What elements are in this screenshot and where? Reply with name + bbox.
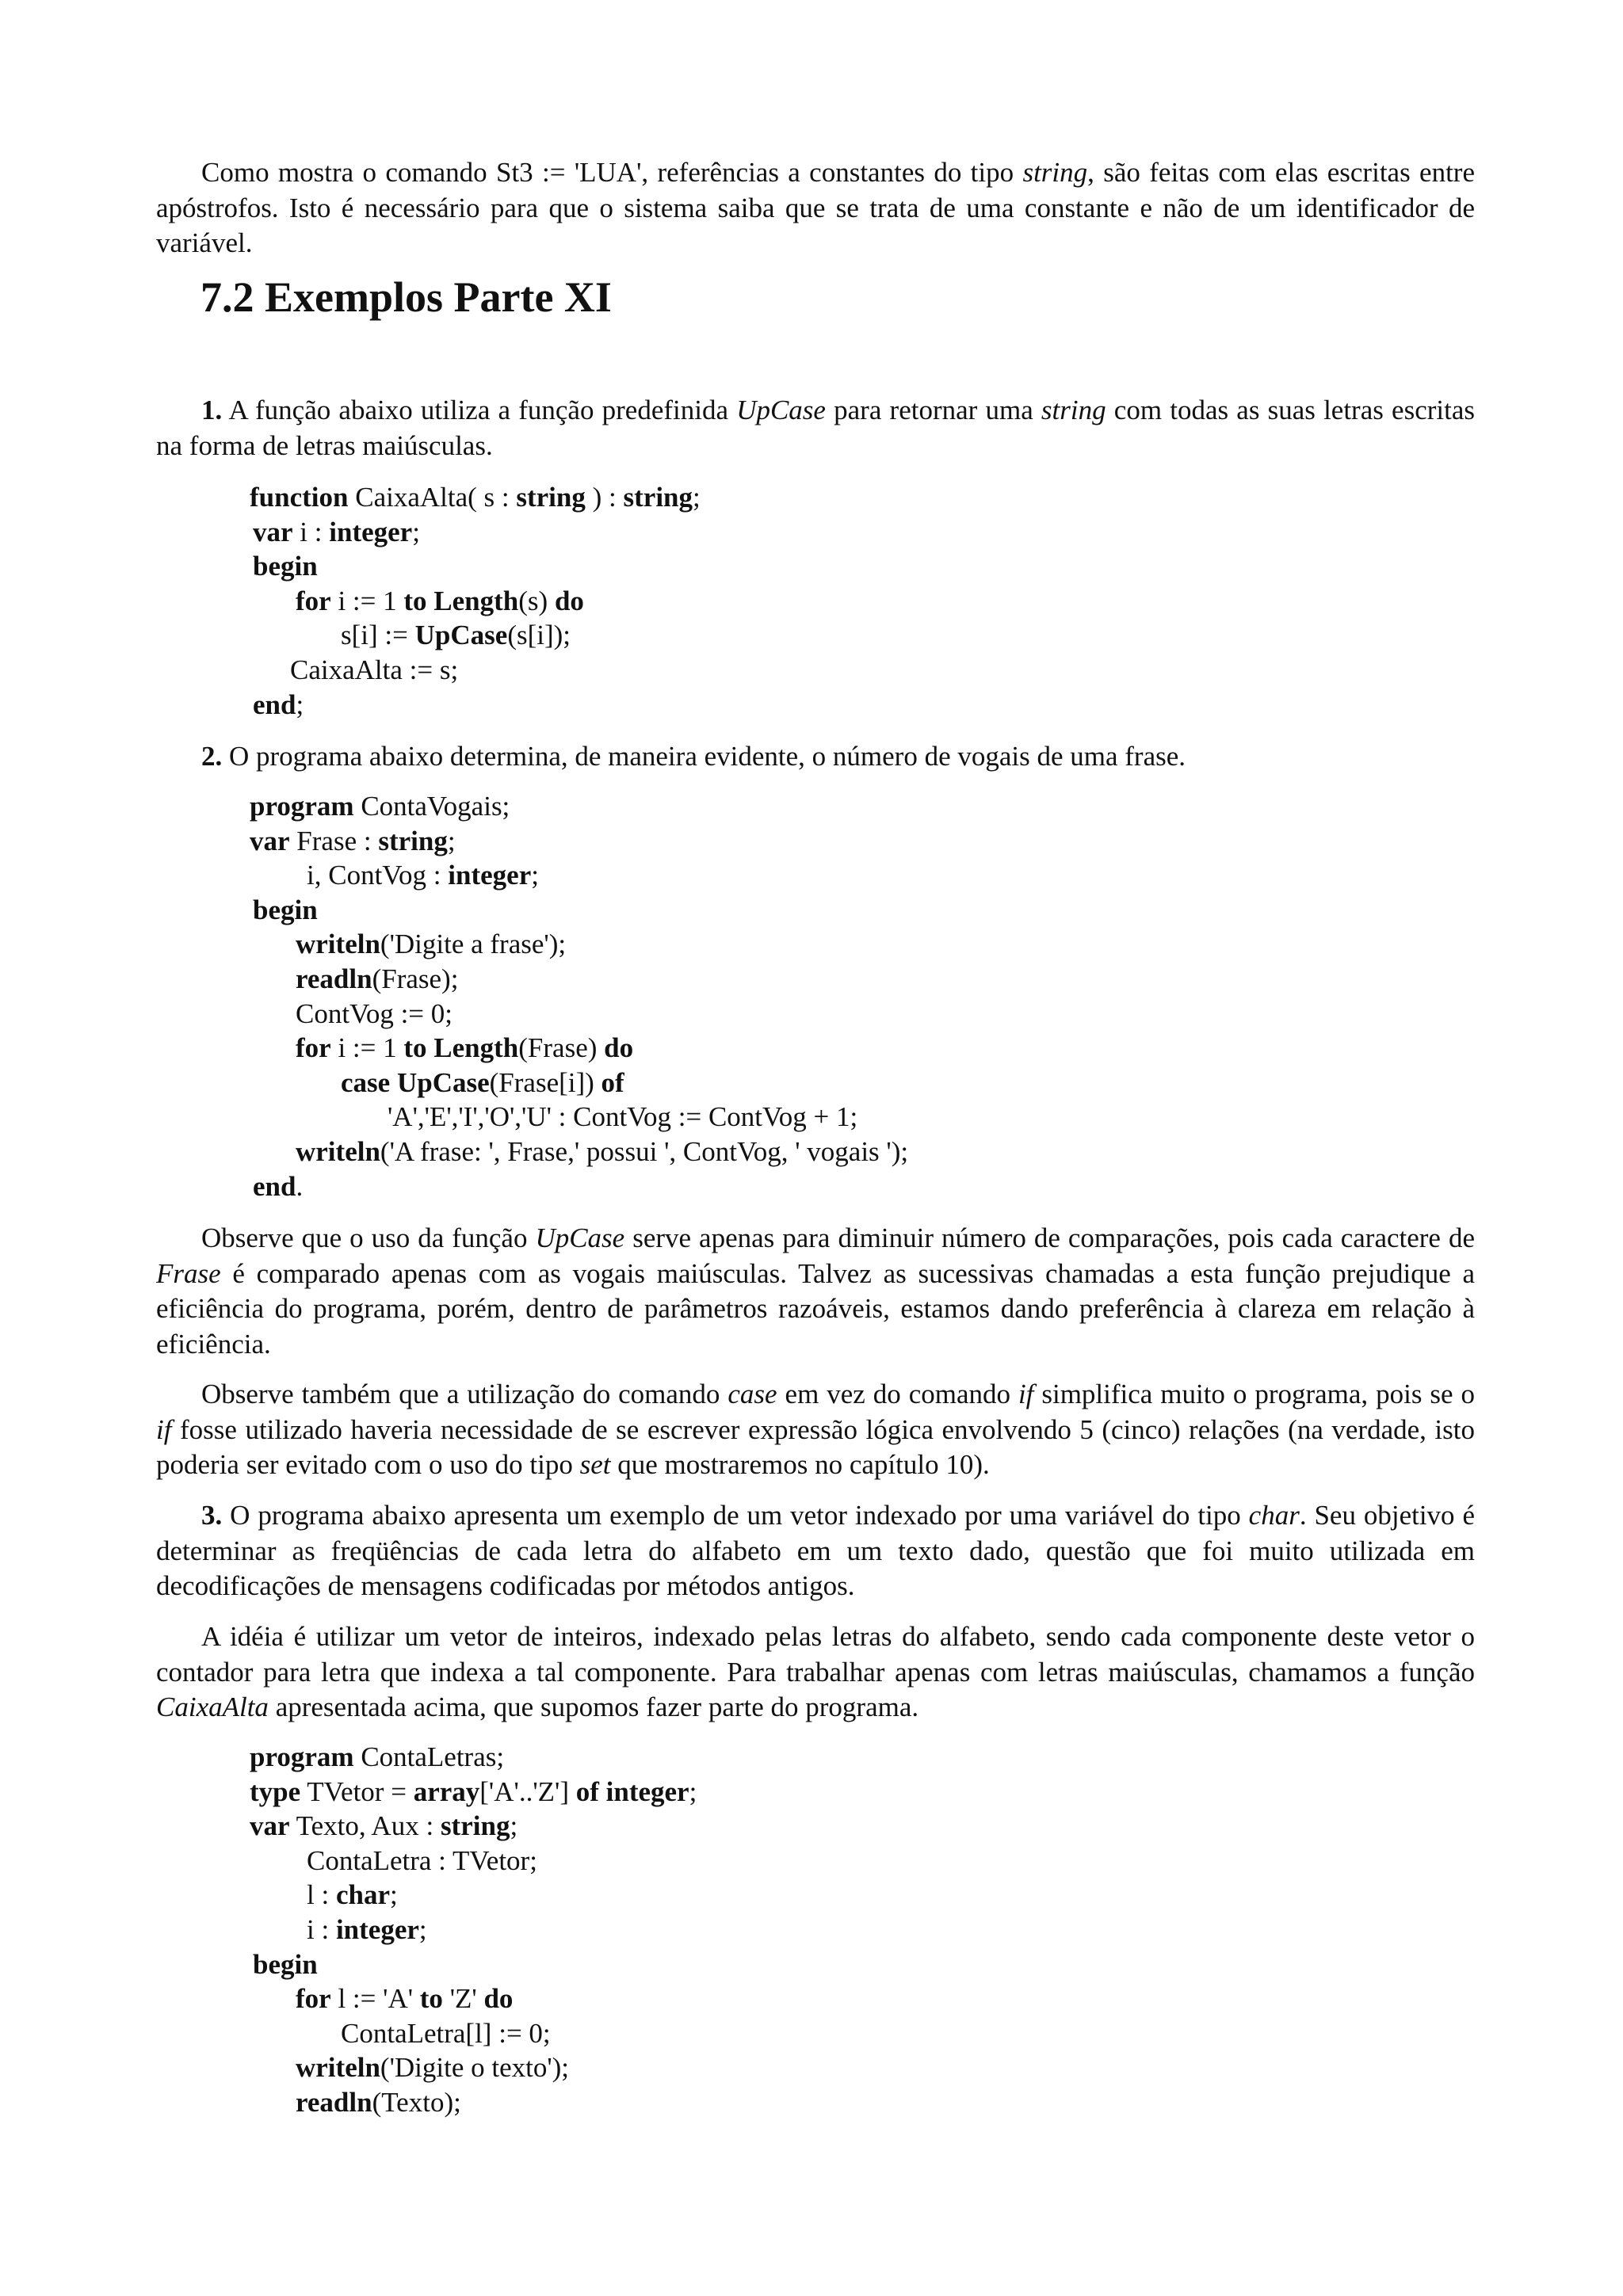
code-keyword: var — [250, 1810, 290, 1842]
code-keyword: of — [575, 1775, 599, 1807]
code-text: i : — [292, 516, 330, 547]
italic-text: char — [1248, 1500, 1300, 1531]
code-keyword: type — [250, 1775, 301, 1807]
code-line — [250, 653, 701, 688]
text: para retornar uma — [825, 395, 1041, 425]
code-keyword: writeln — [296, 1135, 380, 1167]
code-text: 'Z' — [442, 1983, 484, 2015]
code-keyword: var — [250, 825, 290, 856]
code-text: l := 'A' — [330, 1983, 420, 2015]
code-text: (Frase) — [518, 1032, 605, 1064]
code-line — [250, 1169, 908, 1204]
code-text: ('A frase: ', Frase,' possui ', ContVog, ' vogais '); — [380, 1135, 909, 1167]
code-block-caixaalta — [250, 480, 701, 722]
italic-text: set — [579, 1449, 611, 1480]
code-text: ; — [412, 516, 420, 547]
code-text — [427, 1032, 434, 1063]
text: em vez do comando — [777, 1379, 1018, 1409]
code-keyword: integer — [448, 860, 532, 891]
code-line — [250, 1100, 908, 1135]
code-text: (Frase); — [372, 963, 459, 994]
text: O programa abaixo determina, de maneira evidente, o número de vogais de uma frase. — [222, 741, 1186, 772]
text: simplifica muito o programa, pois se o — [1033, 1379, 1476, 1409]
code-keyword: string — [623, 482, 693, 513]
code-text: . — [296, 1170, 304, 1202]
code-line — [250, 962, 908, 997]
code-line — [250, 1135, 908, 1169]
code-text: i : — [307, 1913, 336, 1945]
code-text: i := 1 — [330, 1032, 404, 1064]
code-text: CaixaAlta := s; — [290, 654, 459, 685]
code-keyword: program — [250, 791, 354, 822]
code-keyword: begin — [253, 551, 318, 582]
code-text: ; — [296, 688, 304, 720]
code-keyword: integer — [605, 1775, 689, 1807]
code-text: i, ContVog : — [307, 860, 449, 891]
text: apresentada acima, que supomos fazer parte do programa. — [268, 1691, 919, 1722]
code-line — [250, 1913, 697, 1947]
code-keyword: integer — [329, 516, 413, 547]
paragraph-example-3 — [156, 1498, 1475, 1604]
code-line — [250, 927, 908, 962]
code-line — [250, 1981, 697, 2016]
code-text: (Frase[i]) — [489, 1066, 601, 1098]
code-line — [250, 584, 701, 619]
code-text: ContaVogais; — [353, 791, 510, 822]
code-text — [390, 1067, 397, 1098]
paragraph-example-2 — [156, 739, 1475, 775]
code-text: (Texto); — [372, 2086, 461, 2118]
code-text: (s) — [518, 585, 555, 616]
italic-text: UpCase — [535, 1222, 625, 1253]
code-line — [250, 618, 701, 653]
section-heading: 7.2 Exemplos Parte XI — [200, 273, 612, 321]
code-text: ; — [531, 860, 539, 891]
code-text: ; — [447, 825, 456, 856]
text: Observe também que a utilização do comando — [201, 1379, 728, 1409]
code-line — [250, 2085, 697, 2120]
code-line — [250, 1066, 908, 1100]
code-text: CaixaAlta( s : — [348, 482, 517, 513]
code-line — [250, 688, 701, 723]
code-keyword: end — [253, 1170, 296, 1202]
code-keyword: UpCase — [414, 620, 508, 651]
paragraph-observation-1 — [156, 1221, 1475, 1362]
code-text: (s[i]); — [507, 620, 571, 651]
text: , são feitas com elas escritas entre apóstrofos. Isto é necessário para que o sistema saiba que se trata de uma constante e não de um identificador de variável. — [156, 157, 1475, 258]
code-line — [250, 858, 908, 893]
code-keyword: program — [250, 1741, 354, 1772]
code-text: ('Digite a frase'); — [380, 929, 567, 960]
code-line — [250, 893, 908, 928]
code-text: l : — [307, 1879, 336, 1911]
code-keyword: do — [604, 1032, 634, 1064]
paragraph-observation-2 — [156, 1377, 1475, 1483]
code-text — [599, 1776, 606, 1807]
text: é comparado apenas com as vogais maiúsculas. Talvez as sucessivas chamadas a esta função prejudique a eficiência do programa, porém, dentro de parâmetros razoáveis, estamos dando preferência à clareza em relação à eficiência. — [156, 1257, 1475, 1360]
code-text: ; — [510, 1810, 518, 1842]
code-text: TVetor = — [300, 1775, 414, 1807]
code-keyword: to — [419, 1983, 443, 2015]
code-line — [250, 1740, 697, 1775]
code-block-contavogais — [250, 789, 908, 1203]
code-line — [250, 1844, 697, 1878]
code-keyword: Length — [433, 1032, 519, 1064]
italic-text: string — [1022, 157, 1088, 188]
code-line — [250, 997, 908, 1032]
code-keyword: string — [440, 1810, 510, 1842]
text: A função abaixo utiliza a função predefinida — [222, 395, 737, 425]
italic-text: string — [1041, 395, 1106, 425]
text: que mostraremos no capítulo 10). — [610, 1449, 990, 1480]
code-keyword: var — [253, 516, 293, 547]
code-text: Texto, Aux : — [289, 1810, 441, 1842]
text: serve apenas para diminuir número de comparações, pois cada caractere de — [624, 1222, 1475, 1253]
code-keyword: do — [483, 1983, 514, 2015]
code-keyword: for — [296, 1032, 331, 1064]
code-text: ContaLetra[l] := 0; — [341, 2017, 551, 2049]
code-line — [250, 2050, 697, 2085]
code-keyword: array — [413, 1775, 480, 1807]
code-keyword: writeln — [296, 929, 380, 960]
code-keyword: readln — [296, 963, 372, 994]
italic-text: UpCase — [736, 395, 826, 425]
code-text: ) : — [585, 482, 624, 513]
code-keyword: integer — [335, 1913, 419, 1945]
text: Como mostra o comando St3 := 'LUA', referências a constantes do tipo — [201, 157, 1023, 188]
code-text: ('Digite o texto'); — [380, 2052, 570, 2084]
code-keyword: end — [253, 688, 296, 720]
code-keyword: do — [554, 585, 584, 616]
code-text: Frase : — [289, 825, 379, 856]
code-keyword: begin — [253, 894, 318, 925]
code-text — [427, 585, 434, 616]
code-text: ['A'..'Z'] — [479, 1775, 576, 1807]
code-keyword: Length — [433, 585, 519, 616]
code-line — [250, 1947, 697, 1982]
text: A idéia é utilizar um vetor de inteiros, indexado pelas letras do alfabeto, sendo cada componente deste vetor o contador para letra que indexa a tal componente. Para trabalhar apenas com letras maiúsculas, chamamos a função — [156, 1621, 1475, 1688]
code-line — [250, 1775, 697, 1810]
paragraph-intro — [156, 155, 1475, 261]
code-line — [250, 789, 908, 824]
code-text: 'A','E','I','O','U' : ContVog := ContVog + 1; — [388, 1101, 858, 1133]
code-text: ContVog := 0; — [296, 997, 453, 1029]
italic-text: Frase — [156, 1257, 221, 1289]
code-keyword: char — [335, 1879, 390, 1911]
code-keyword: string — [378, 825, 448, 856]
code-line — [250, 480, 701, 515]
code-line — [250, 824, 908, 859]
code-line — [250, 1809, 697, 1844]
code-block-contaletras — [250, 1740, 697, 2120]
paragraph-example-1 — [156, 393, 1475, 463]
item-number: 1. — [201, 395, 223, 425]
italic-text: case — [727, 1379, 777, 1409]
paragraph-ideia — [156, 1619, 1475, 1726]
code-keyword: function — [250, 482, 349, 513]
text: Observe que o uso da função — [201, 1222, 536, 1253]
text: . Seu objetivo é determinar as freqüências de cada letra do alfabeto em um texto dado, questão que foi muito utilizada em decodificações de mensagens codificadas por métodos antigos. — [156, 1500, 1475, 1601]
code-text: ContaLetra : TVetor; — [307, 1844, 537, 1876]
text: O programa abaixo apresenta um exemplo de um vetor indexado por uma variável do tipo — [222, 1500, 1249, 1531]
code-text: ; — [693, 482, 701, 513]
code-text: ContaLetras; — [353, 1741, 505, 1772]
code-keyword: to — [403, 1032, 427, 1064]
code-keyword: for — [296, 585, 331, 616]
code-line — [250, 1031, 908, 1066]
code-keyword: for — [296, 1983, 331, 2015]
code-keyword: UpCase — [396, 1066, 490, 1098]
code-keyword: string — [516, 482, 586, 513]
code-line — [250, 515, 701, 550]
code-text: i := 1 — [330, 585, 404, 616]
code-keyword: readln — [296, 2086, 372, 2118]
italic-text: if — [1018, 1379, 1034, 1409]
code-text: ; — [418, 1913, 427, 1945]
code-line — [250, 1878, 697, 1913]
code-keyword: of — [601, 1066, 624, 1098]
item-number: 3. — [201, 1500, 223, 1531]
code-text: ; — [689, 1775, 697, 1807]
code-line — [250, 2016, 697, 2051]
text: com todas as suas letras escritas na forma de letras maiúsculas. — [156, 395, 1475, 461]
code-keyword: begin — [253, 1948, 318, 1980]
code-keyword: writeln — [296, 2052, 380, 2084]
code-keyword: case — [341, 1066, 391, 1098]
text: fosse utilizado haveria necessidade de se escrever expressão lógica envolvendo 5 (cinco) relações (na verdade, isto poderia ser evitado com o uso do tipo — [156, 1413, 1475, 1480]
italic-text: if — [156, 1413, 172, 1445]
code-line — [250, 549, 701, 584]
italic-text: CaixaAlta — [156, 1691, 269, 1722]
code-text: ; — [390, 1879, 398, 1911]
code-text: s[i] := — [341, 620, 415, 651]
code-keyword: to — [403, 585, 427, 616]
item-number: 2. — [201, 741, 223, 772]
